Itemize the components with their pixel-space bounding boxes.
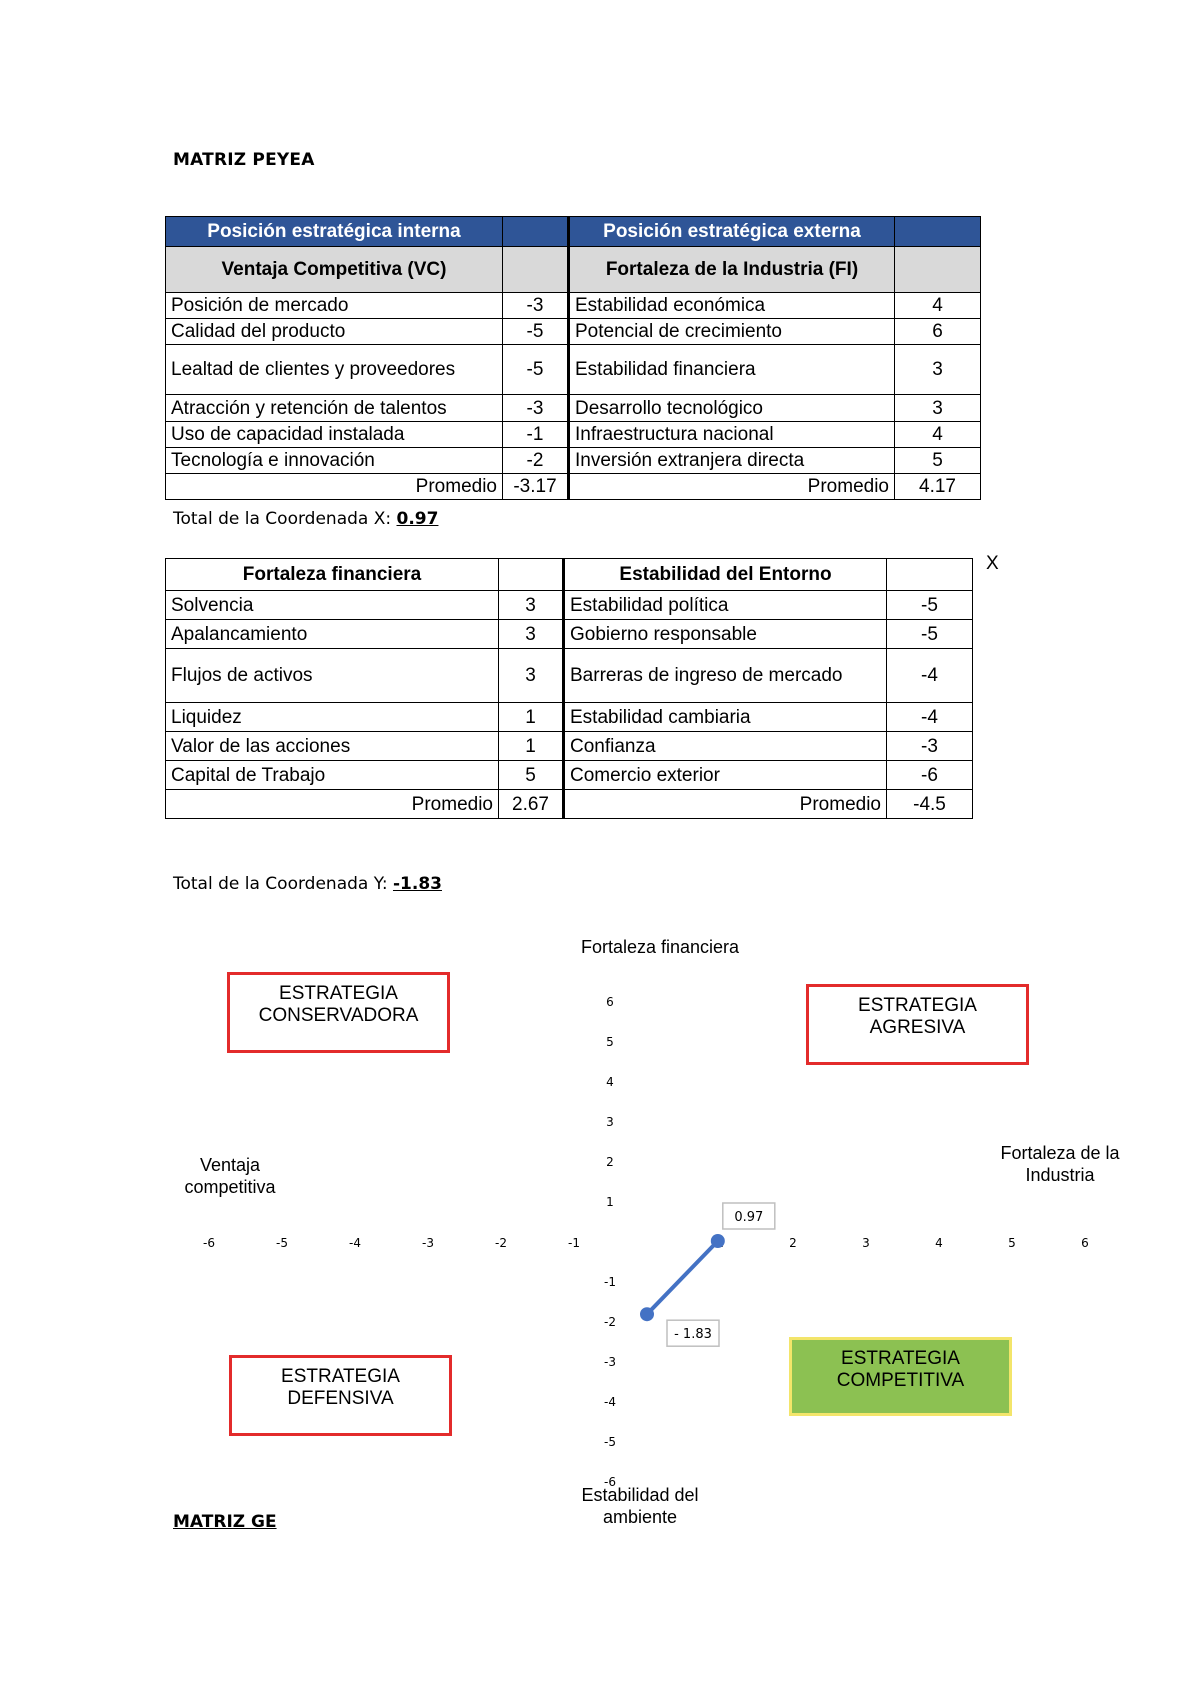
axis-label-left: Ventaja competitiva [184, 1155, 276, 1197]
total-x-value: 0.97 [396, 509, 439, 529]
factor-label: Uso de capacidad instalada [166, 422, 503, 448]
section-title-matriz-ge: MATRIZ GE [173, 1512, 277, 1532]
average-value: -3.17 [503, 474, 569, 500]
y-tick-label: -5 [604, 1435, 616, 1449]
total-y-label: Total de la Coordenada Y: [173, 874, 393, 894]
data-label: - 1.83 [674, 1327, 712, 1343]
average-value: 4.17 [895, 474, 981, 500]
y-tick-label: -3 [604, 1355, 616, 1369]
factor-label: Lealtad de clientes y proveedores [166, 345, 503, 395]
axis-label-right: Fortaleza de la Industria [1000, 1143, 1120, 1185]
factor-label: Barreras de ingreso de mercado [564, 649, 887, 703]
factor-value: 5 [895, 448, 981, 474]
x-tick-label: 2 [789, 1236, 797, 1250]
factor-value: 3 [895, 395, 981, 422]
factor-value: 1 [499, 703, 564, 732]
x-tick-label: 6 [1081, 1236, 1089, 1250]
factor-value: 1 [499, 732, 564, 761]
factor-label: Estabilidad política [564, 591, 887, 620]
x-tick-label: -6 [203, 1236, 215, 1250]
factor-label: Comercio exterior [564, 761, 887, 790]
factor-label: Estabilidad económica [569, 293, 895, 319]
x-tick-label: -1 [568, 1236, 580, 1250]
y-tick-label: -6 [604, 1475, 616, 1489]
factor-label: Solvencia [166, 591, 499, 620]
x-tick-label: -2 [495, 1236, 507, 1250]
x-tick-label: -5 [276, 1236, 288, 1250]
factor-label: Desarrollo tecnológico [569, 395, 895, 422]
factor-value: 5 [499, 761, 564, 790]
factor-label: Inversión extranjera directa [569, 448, 895, 474]
factor-value: 3 [499, 649, 564, 703]
factor-value: 4 [895, 422, 981, 448]
factor-label: Flujos de activos [166, 649, 499, 703]
factor-label: Tecnología e innovación [166, 448, 503, 474]
quadrant-defensive-strategy: ESTRATEGIA DEFENSIVA [229, 1355, 452, 1436]
factor-label: Atracción y retención de talentos [166, 395, 503, 422]
total-x-label: Total de la Coordenada X: [173, 509, 397, 529]
quadrant-competitive-strategy: ESTRATEGIA COMPETITIVA [789, 1337, 1012, 1416]
average-label: Promedio [166, 790, 499, 819]
factor-label: Gobierno responsable [564, 620, 887, 649]
header-environment-stability: Estabilidad del Entorno [564, 559, 887, 591]
y-tick-label: -2 [604, 1315, 616, 1329]
factor-value: 6 [895, 319, 981, 345]
data-point [640, 1307, 654, 1321]
average-value: -4.5 [887, 790, 973, 819]
factor-value: 4 [895, 293, 981, 319]
factor-value: -2 [503, 448, 569, 474]
y-tick-label: 1 [606, 1195, 614, 1209]
factor-value: 3 [499, 620, 564, 649]
quadrant-aggressive-strategy: ESTRATEGIA AGRESIVA [806, 984, 1029, 1065]
subheader-industry-strength: Fortaleza de la Industria (FI) [569, 247, 895, 293]
factor-label: Capital de Trabajo [166, 761, 499, 790]
factor-value: -5 [887, 591, 973, 620]
quadrant-conservative-strategy: ESTRATEGIA CONSERVADORA [227, 972, 450, 1053]
y-tick-label: 2 [606, 1155, 614, 1169]
average-label: Promedio [564, 790, 887, 819]
factor-label: Infraestructura nacional [569, 422, 895, 448]
factor-label: Calidad del producto [166, 319, 503, 345]
factor-label: Liquidez [166, 703, 499, 732]
subheader-competitive-advantage: Ventaja Competitiva (VC) [166, 247, 503, 293]
factor-label: Apalancamiento [166, 620, 499, 649]
x-tick-label: -4 [349, 1236, 361, 1250]
factor-label: Valor de las acciones [166, 732, 499, 761]
axis-label-bottom: Estabilidad del ambiente [581, 1485, 699, 1527]
factor-value: -6 [887, 761, 973, 790]
x-tick-label: 5 [1008, 1236, 1016, 1250]
y-tick-label: 3 [606, 1115, 614, 1129]
factor-value: 3 [895, 345, 981, 395]
average-label: Promedio [569, 474, 895, 500]
header-external-position: Posición estratégica externa [569, 217, 895, 247]
x-tick-label: 4 [935, 1236, 943, 1250]
series-line [647, 1241, 718, 1314]
x-tick-label: 3 [862, 1236, 870, 1250]
y-tick-label: 4 [606, 1075, 614, 1089]
factor-label: Posición de mercado [166, 293, 503, 319]
header-internal-position: Posición estratégica interna [166, 217, 503, 247]
factor-value: -1 [503, 422, 569, 448]
average-value: 2.67 [499, 790, 564, 819]
factor-value: -5 [887, 620, 973, 649]
y-tick-label: 6 [606, 995, 614, 1009]
factor-value: -4 [887, 649, 973, 703]
factor-value: -3 [503, 293, 569, 319]
x-tick-label: -3 [422, 1236, 434, 1250]
data-point [711, 1234, 725, 1248]
axis-label-top: Fortaleza financiera [580, 937, 740, 957]
factor-value: -3 [503, 395, 569, 422]
header-financial-strength: Fortaleza financiera [166, 559, 499, 591]
factor-label: Potencial de crecimiento [569, 319, 895, 345]
factor-value: -5 [503, 345, 569, 395]
y-tick-label: -1 [604, 1275, 616, 1289]
page-title: MATRIZ PEYEA [173, 150, 315, 170]
data-label: 0.97 [734, 1210, 764, 1225]
factor-value: -3 [887, 732, 973, 761]
factor-label: Estabilidad cambiaria [564, 703, 887, 732]
x-mark: X [986, 553, 999, 574]
y-tick-label: -4 [604, 1395, 616, 1409]
average-label: Promedio [166, 474, 503, 500]
y-tick-label: 5 [606, 1035, 614, 1049]
factor-value: -4 [887, 703, 973, 732]
factor-label: Estabilidad financiera [569, 345, 895, 395]
factor-label: Confianza [564, 732, 887, 761]
factor-value: -5 [503, 319, 569, 345]
factor-value: 3 [499, 591, 564, 620]
total-y-value: -1.83 [392, 874, 442, 894]
